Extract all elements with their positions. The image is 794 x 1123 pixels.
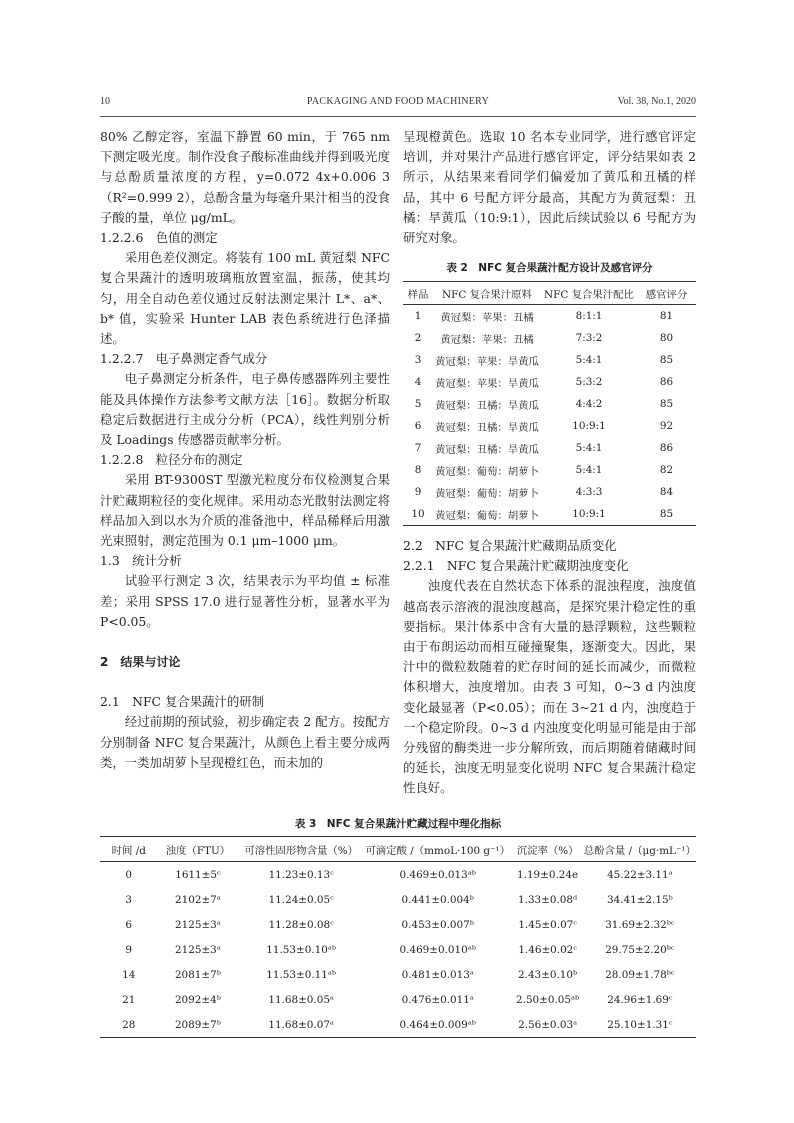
column-header: NFC 复合果汁配比: [541, 282, 637, 305]
table-cell: 5:4:1: [575, 354, 603, 366]
table-cell: 2089±7ᵇ: [157, 1012, 238, 1038]
table-cell: 黄冠梨：丑橘：旱黄瓜: [435, 443, 539, 456]
table-cell: 7:3:2: [575, 332, 603, 344]
journal-name: PACKAGING AND FOOD MACHINERY: [306, 96, 490, 107]
table-cell: 84: [659, 486, 674, 498]
section-heading-1-2-2-7: 1.2.2.7 电子鼻测定香气成分: [100, 351, 268, 367]
table-cell: 0.469±0.010ᵃᵇ: [399, 943, 476, 956]
paragraph-formulation: 经过前期的预试验，初步确定表 2 配方。按配方分别制备 NFC 复合果蔬汁，从颜色上看主要分成两类，一类加胡萝卜呈现橙红色，而未加的: [100, 714, 390, 770]
table-cell: 1.46±0.02ᶜ: [518, 943, 577, 956]
table-row: [403, 437, 696, 459]
table-cell: 1611±5ᶜ: [175, 868, 221, 881]
table-cell: 1.33±0.08ᵈ: [518, 893, 578, 906]
section-heading-2-2: 2.2 NFC 复合果蔬汁贮藏期品质变化: [403, 538, 617, 553]
table-row: [100, 937, 696, 962]
table-cell: 3: [125, 893, 133, 906]
section-heading-1-2-2-8: 1.2.2.8 粒径分布的测定: [100, 452, 243, 468]
table-row: [100, 912, 696, 937]
paragraph-continued: 80% 乙醇定容，室温下静置 60 min，于 765 nm 下测定吸光度。制作没食子酸标准曲线并得到吸光度与总酚质量浓度的方程，y=0.072 4x+0.006 3（R²=0.999 2），总酚含量为每毫升果汁相当的没食子酸的量，单位 μg/mL。: [100, 129, 390, 225]
table-cell: 0.441±0.004ᵇ: [401, 893, 474, 906]
table-cell: 8: [414, 464, 422, 476]
spacer: [100, 632, 390, 652]
running-header: [100, 96, 696, 112]
table-row: [403, 503, 696, 526]
table-cell: 31.69±2.32ᵇᶜ: [605, 918, 675, 931]
table-cell: 81: [659, 310, 674, 322]
section-heading-2-2-1: 2.2.1 NFC 复合果蔬汁贮藏期浊度变化: [403, 558, 629, 574]
table-row: [403, 459, 696, 481]
table-row: [100, 1012, 696, 1038]
table-cell: 11.23±0.13ᶜ: [268, 868, 334, 881]
paragraph-particle-size: 采用 BT-9300ST 型激光粒度分布仪检测复合果汁贮藏期粒径的变化规律。采用动态光散射法测定将样品加入到以水为介质的准备池中，样品稀释后用激光束照射，测定范围为 0.1 μm–1000 μm。: [100, 472, 390, 549]
table-cell: 黄冠梨：葡萄：胡萝卜: [433, 503, 541, 526]
column-header: 样品: [403, 282, 433, 305]
table-cell: 28.09±1.78ᵇᶜ: [605, 968, 675, 981]
paragraph-color-value: 采用色差仪测定。将装有 100 mL 黄冠梨 NFC 复合果蔬汁的透明玻璃瓶放置室温，振荡，使其均匀，用全自动色差仪通过反射法测定果汁 L*、a*、b* 值，实验采 Hunter LAB 表色系统进行色泽描述。: [100, 250, 390, 347]
volume-info: Vol. 38, No.1, 2020: [617, 96, 696, 107]
table-cell: 0.453±0.007ᵇ: [401, 918, 474, 931]
section-heading-2-1: 2.1 NFC 复合果蔬汁的研制: [100, 694, 265, 710]
table-cell: 14: [122, 968, 136, 981]
table-cell: 0: [125, 868, 133, 881]
paragraph-turbidity: 浊度代表在自然状态下体系的混浊程度，浊度值越高表示溶液的混浊度越高，是探究果汁稳定性的重要指标。果汁体系中含有大量的悬浮颗粒，这些颗粒由于布朗运动而相互碰撞聚集，逐渐变大。因此，果汁中的微粒数随着的贮存时间的延长而减少，而微粒体积增大，浊度增加。由表 3 可知，0~3 d 内浊度变化最显著（P<0.05）；而在 3~21 d 内，浊度趋于一个稳定阶段。0~3 d 内浊度变化明显可能是由于部分残留的酶类进一步分解所致，而后期随着储藏时间的延长，浊度无明显变化说明 NFC 复合果蔬汁稳定性良好。: [403, 578, 696, 796]
table-cell: 黄冠梨：葡萄：胡萝卜: [435, 487, 539, 500]
table-cell: 10:9:1: [572, 420, 606, 432]
table-cell: 2102±7ᵃ: [175, 893, 221, 906]
table-row: [403, 305, 696, 328]
table-cell: 10:9:1: [541, 503, 637, 526]
table-cell: 7: [414, 442, 422, 454]
table-row: [100, 862, 696, 888]
table-cell: 11.68±0.05ᵃ: [268, 993, 334, 1006]
spacer: [100, 672, 390, 692]
column-header: 浊度（FTU）: [157, 837, 238, 862]
column-header: 总酚含量 /（μg·mL⁻¹）: [584, 837, 696, 862]
table-header-row: [100, 837, 696, 862]
table-row: [403, 349, 696, 371]
table-cell: 5:4:1: [575, 442, 603, 454]
paragraph-statistics: 试验平行测定 3 次，结果表示为平均值 ± 标准差；采用 SPSS 17.0 进行显著性分析，显著水平为 P<0.05。: [100, 573, 390, 629]
table-cell: 黄冠梨：丑橘：旱黄瓜: [435, 421, 539, 434]
table-cell: 6: [125, 918, 133, 931]
column-header: 可溶性固形物含量（%）: [238, 837, 364, 862]
table-2-caption: 表 2 NFC 复合果蔬汁配方设计及感官评分: [446, 262, 653, 274]
section-heading-2: 2 结果与讨论: [100, 655, 181, 670]
left-column: [100, 127, 390, 773]
table-cell: 21: [122, 993, 136, 1006]
table-cell: 4:3:3: [575, 486, 603, 498]
table-row: [100, 962, 696, 987]
section-heading-1-2-2-6: 1.2.2.6 色值的测定: [100, 230, 218, 246]
table-cell: 82: [659, 464, 674, 476]
table-cell: 6: [414, 420, 422, 432]
table-row: [403, 393, 696, 415]
table-cell: 34.41±2.15ᵇ: [606, 893, 673, 906]
table-row: [403, 481, 696, 503]
table-cell: 11.53±0.11ᵃᵇ: [266, 968, 337, 981]
table-cell: 11.28±0.08ᶜ: [268, 918, 334, 931]
table-row: [100, 887, 696, 912]
table-cell: 4:4:2: [575, 398, 603, 410]
column-header: 沉淀率（%）: [511, 837, 583, 862]
table-cell: 2092±4ᵇ: [174, 993, 221, 1006]
table-cell: 45.22±3.11ᵃ: [607, 868, 673, 881]
table-cell: 2125±3ᵃ: [175, 943, 221, 956]
table-cell: 11.68±0.07ᵃ: [238, 1012, 364, 1038]
table-row: [100, 987, 696, 1012]
table-row: [403, 371, 696, 393]
paragraph-continued-right: 呈现橙黄色。选取 10 名本专业同学，进行感官评定培训，并对果汁产品进行感官评定，评分结果如表 2 所示，从结果来看同学们偏爱加了黄瓜和丑橘的样品，其中 6 号配方评分最高，其配方为黄冠梨：丑橘：旱黄瓜（10:9:1），因此后续试验以 6 号配方为研究对象。: [403, 129, 696, 246]
table-cell: 0.481±0.013ᵃ: [401, 968, 474, 981]
table-cell: 黄冠梨：葡萄：胡萝卜: [435, 465, 539, 478]
table-cell: 0.476±0.011ᵃ: [401, 993, 474, 1006]
table-cell: 2.56±0.03ᵃ: [511, 1012, 583, 1038]
column-header: 时间 /d: [100, 837, 157, 862]
table-cell: 黄冠梨：苹果：丑橘: [440, 333, 534, 346]
table-cell: 黄冠梨：苹果：旱黄瓜: [435, 355, 539, 368]
table-cell: 85: [659, 398, 674, 410]
table-row: [403, 415, 696, 437]
table-cell: 11.53±0.10ᵃᵇ: [266, 943, 337, 956]
table-2: [403, 255, 696, 526]
table-cell: 2125±3ᵃ: [175, 918, 221, 931]
right-column-lower: [403, 536, 696, 799]
table-cell: 2: [414, 332, 422, 344]
table-cell: 2.43±0.10ᵇ: [518, 968, 578, 981]
table-cell: 黄冠梨：苹果：旱黄瓜: [435, 377, 539, 390]
table-cell: 80: [659, 332, 674, 344]
table-cell: 24.96±1.69ᶜ: [607, 993, 673, 1006]
table-cell: 9: [125, 943, 133, 956]
table-3: [100, 812, 696, 1038]
table-cell: 92: [659, 420, 674, 432]
column-header: NFC 复合果汁原料: [433, 282, 541, 305]
table-cell: 5:3:2: [575, 376, 603, 388]
right-column: [403, 127, 696, 248]
table-cell: 2.50±0.05ᵃᵇ: [516, 993, 580, 1006]
table-3-caption: 表 3 NFC 复合果蔬汁贮藏过程中理化指标: [294, 818, 502, 830]
table-cell: 0.469±0.013ᵃᵇ: [399, 868, 476, 881]
table-cell: 28: [100, 1012, 157, 1038]
table-cell: 85: [637, 503, 696, 526]
header-rule: [100, 116, 696, 117]
table-cell: 1.45±0.07ᶜ: [518, 918, 577, 931]
table-row: [403, 327, 696, 349]
page-number: 10: [100, 96, 110, 107]
table-cell: 25.10±1.31ᶜ: [584, 1012, 696, 1038]
table-header-row: [403, 282, 696, 305]
table-cell: 0.464±0.009ᵃᵇ: [364, 1012, 511, 1038]
table-cell: 黄冠梨：丑橘：旱黄瓜: [435, 399, 539, 412]
column-header: 感官评分: [637, 282, 696, 305]
table-cell: 1: [414, 310, 422, 322]
section-heading-1-3: 1.3 统计分析: [100, 553, 182, 569]
table-cell: 8:1:1: [575, 310, 603, 322]
table-cell: 5: [414, 398, 422, 410]
table-cell: 86: [659, 376, 674, 388]
table-cell: 9: [414, 486, 422, 498]
table-cell: 11.24±0.05ᶜ: [268, 893, 334, 906]
column-header: 可滴定酸 /（mmoL·100 g⁻¹）: [364, 837, 511, 862]
table-cell: 3: [414, 354, 422, 366]
table-cell: 86: [659, 442, 674, 454]
table-cell: 29.75±2.20ᵇᶜ: [605, 943, 675, 956]
table-cell: 4: [414, 376, 422, 388]
paragraph-electronic-nose: 电子鼻测定分析条件，电子鼻传感器阵列主要性能及具体操作方法参考文献方法［16］。数据分析取稳定后数据进行主成分分析（PCA），线性判别分析及 Loadings 传感器贡献率分析。: [100, 371, 390, 448]
table-cell: 黄冠梨：苹果：丑橘: [440, 311, 534, 324]
table-cell: 10: [403, 503, 433, 526]
table-cell: 1.19±0.24e: [517, 868, 579, 881]
table-cell: 85: [659, 354, 674, 366]
table-cell: 2081±7ᵇ: [174, 968, 221, 981]
table-cell: 5:4:1: [575, 464, 603, 476]
